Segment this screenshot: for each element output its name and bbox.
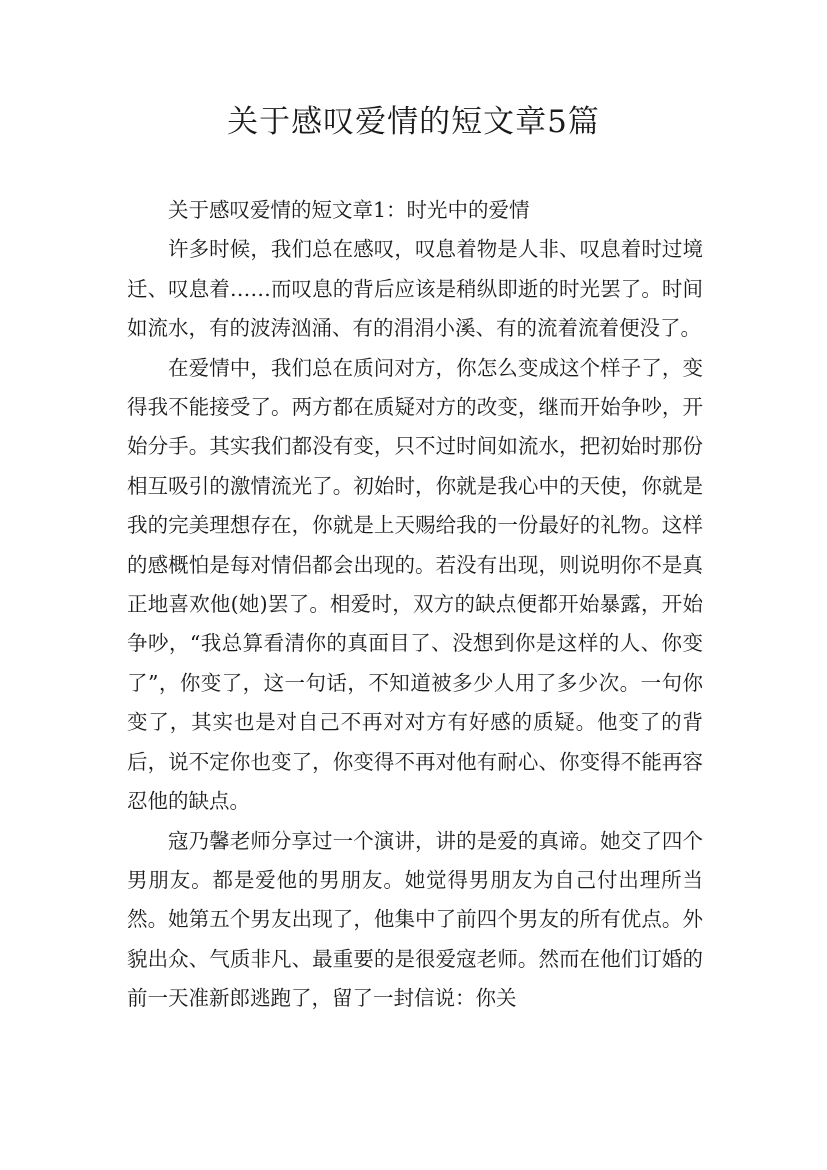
section-heading: 关于感叹爱情的短文章1：时光中的爱情 xyxy=(168,198,530,222)
paragraph: 许多时候，我们总在感叹，叹息着物是人非、叹息着时过境迁、叹息着……而叹息的背后应该是稍纵即逝的时光罢了。时间如流水，有的波涛汹涌、有的涓涓小溪、有的流着流着便没了。 xyxy=(127,237,703,341)
document-body xyxy=(127,191,703,1019)
paragraph: 在爱情中，我们总在质问对方，你怎么变成这个样子了，变得我不能接受了。两方都在质疑对方的改变，继而开始争吵，开始分手。其实我们都没有变，只不过时间如流水，把初始时那份相互吸引的激情流光了。初始时，你就是我心中的天使，你就是我的完美理想存在，你就是上天赐给我的一份最好的礼物。这样的感概怕是每对情侣都会出现的。若没有出现，则说明你不是真正地喜欢他(她)罢了。相爱时，双方的缺点便都开始暴露，开始争吵，“我总算看清你的真面目了、没想到你是这样的人、你变了”，你变了，这一句话，不知道被多少人用了多少次。一句你变了，其实也是对自己不再对对方有好感的质疑。他变了的背后，说不定你也变了，你变得不再对他有耐心、你变得不能再容忍他的缺点。 xyxy=(127,355,703,814)
document-title: 关于感叹爱情的短文章5篇 xyxy=(227,104,600,140)
paragraph: 寇乃馨老师分享过一个演讲，讲的是爱的真谛。她交了四个男朋友。都是爱他的男朋友。她觉得男朋友为自己付出理所当然。她第五个男友出现了，他集中了前四个男友的所有优点。外貌出众、气质非凡、最重要的是很爱寇老师。然而在他们订婚的前一天准新郎逃跑了，留了一封信说：你关 xyxy=(127,828,703,1011)
